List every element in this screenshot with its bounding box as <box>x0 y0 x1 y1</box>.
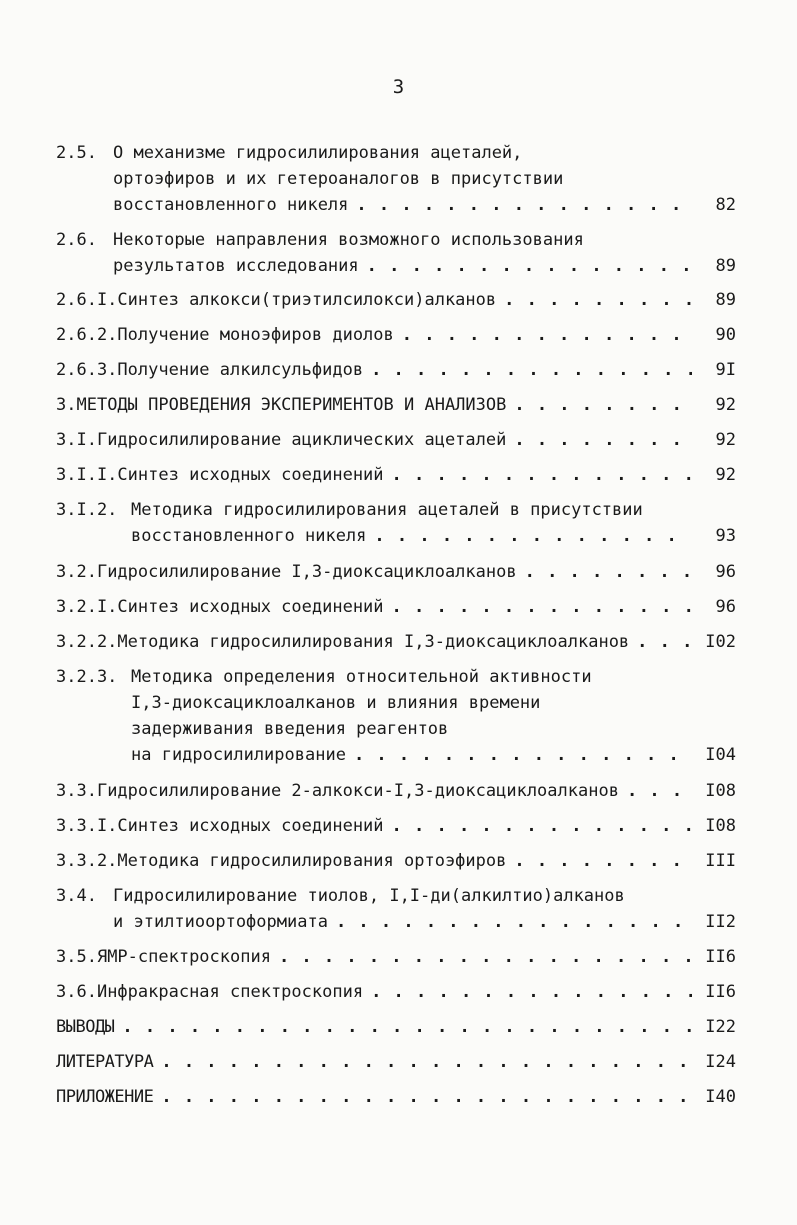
toc-entry-number: 3. <box>56 395 77 415</box>
toc-entry-title: Гидросилилирование I,3-диоксациклоалканов <box>96 562 517 582</box>
toc-entry-title: Гидросилилирование тиолов, I,I-ди(алкилтио)алканов <box>113 886 625 906</box>
toc-entry <box>56 1014 736 1040</box>
toc-entry-title: Методика гидросилилирования ацеталей в присутствии <box>131 500 643 520</box>
toc-entry-number: 3.5. <box>56 947 97 967</box>
toc-entry-number: 3.4. <box>56 886 97 906</box>
toc-entry <box>56 227 736 279</box>
toc-entry-number: 2.5. <box>56 143 97 163</box>
toc-entry-title: и этилтиоортоформиата <box>113 912 328 932</box>
dot-leader <box>336 909 692 935</box>
toc-entry-title: задерживания введения реагентов <box>131 719 449 739</box>
dot-leader <box>514 848 692 874</box>
toc-entry-title: Синтез алкокси(триэтилсилокси)алканов <box>117 290 497 310</box>
toc-page-number: II2 <box>705 912 736 932</box>
toc-entry-number: 3.3.I. <box>56 816 118 836</box>
toc-entry-title: Методика гидросилилирования ортоэфиров <box>117 851 507 871</box>
toc-entry-number: 3.2.2. <box>56 632 118 652</box>
toc-page-number: 89 <box>715 256 736 276</box>
toc-entry-number: 3.6. <box>56 982 97 1002</box>
toc-entry <box>56 1084 736 1110</box>
dot-leader <box>279 944 692 970</box>
toc-entry-title: Методика гидросилилирования I,3-диоксациклоалканов <box>117 632 630 652</box>
dot-leader <box>525 559 692 585</box>
toc-page-number: 9I <box>715 360 736 380</box>
toc-page-number: III <box>705 851 736 871</box>
toc-page-number: I24 <box>705 1052 736 1072</box>
dot-leader <box>514 392 692 418</box>
toc-entry-title: на гидросилилирование <box>131 745 346 765</box>
dot-leader <box>122 1014 692 1040</box>
toc-page-number: II6 <box>705 947 736 967</box>
toc-page-number: 89 <box>715 290 736 310</box>
dot-leader <box>371 979 692 1005</box>
toc-entry-title: МЕТОДЫ ПРОВЕДЕНИЯ ЭКСПЕРИМЕНТОВ И АНАЛИЗОВ <box>76 395 507 415</box>
dot-leader <box>367 253 692 279</box>
toc-page-number: I08 <box>705 781 736 801</box>
dot-leader <box>627 778 692 804</box>
toc-entry-title: ЛИТЕРАТУРА <box>56 1052 154 1072</box>
toc-page-number: 82 <box>715 195 736 215</box>
toc-entry <box>56 357 736 383</box>
toc-entry-number: 3.2.I. <box>56 597 118 617</box>
toc-page-number: 96 <box>715 597 736 617</box>
toc-entry-title: О механизме гидросилилирования ацеталей, <box>113 143 523 163</box>
toc-entry-number: 3.3. <box>56 781 97 801</box>
toc-entry-title: результатов исследования <box>113 256 359 276</box>
dot-leader <box>356 192 692 218</box>
toc-entry-title: ЯМР-спектроскопия <box>96 947 271 967</box>
toc-entry-title: Синтез исходных соединений <box>117 597 384 617</box>
dot-leader <box>392 813 692 839</box>
dot-leader <box>392 462 692 488</box>
dot-leader <box>161 1084 692 1110</box>
toc-entry <box>56 322 736 348</box>
toc-entry-number: 3.2.3. <box>56 667 118 687</box>
toc-entry-title: ортоэфиров и их гетероаналогов в присутствии <box>113 169 564 189</box>
toc-entry <box>56 664 736 768</box>
page-number: 3 <box>392 76 405 98</box>
toc-entry-title: Гидросилилирование 2-алкокси-I,3-диоксациклоалканов <box>96 781 619 801</box>
toc-entry <box>56 140 736 218</box>
toc-entry-title: Некоторые направления возможного использования <box>113 230 584 250</box>
toc-entry <box>56 1049 736 1075</box>
toc-entry-title: Синтез исходных соединений <box>117 465 384 485</box>
dot-leader <box>354 742 692 768</box>
toc-entry <box>56 883 736 935</box>
toc-entry-number: 2.6.I. <box>56 290 118 310</box>
toc-page-number: I22 <box>705 1017 736 1037</box>
dot-leader <box>371 357 692 383</box>
toc-entry-number: 3.2. <box>56 562 97 582</box>
dot-leader <box>392 594 692 620</box>
toc-page-number: I40 <box>705 1087 736 1107</box>
toc-entry <box>56 813 736 839</box>
dot-leader <box>161 1049 692 1075</box>
toc-entry <box>56 287 736 313</box>
toc-entry-title: Получение алкилсульфидов <box>117 360 364 380</box>
toc-entry-number: 2.6.3. <box>56 360 118 380</box>
toc-entry-title: Гидросилилирование ациклических ацеталей <box>96 430 507 450</box>
toc-page-number: 92 <box>715 465 736 485</box>
toc-page-number: 96 <box>715 562 736 582</box>
toc-entry-number: 3.I.I. <box>56 465 118 485</box>
toc-entry <box>56 594 736 620</box>
toc-page-number: 93 <box>715 526 736 546</box>
toc-entry-title: Методика определения относительной активности <box>131 667 592 687</box>
toc-page-number: 90 <box>715 325 736 345</box>
toc-entry <box>56 559 736 585</box>
dot-leader <box>504 287 692 313</box>
toc-entry-title: Инфракрасная спектроскопия <box>96 982 364 1002</box>
toc-entry-title: Получение моноэфиров диолов <box>117 325 394 345</box>
toc-page-number: 92 <box>715 430 736 450</box>
toc-entry-title: ВЫВОДЫ <box>56 1017 115 1037</box>
toc-entry <box>56 497 736 549</box>
toc-entry <box>56 392 736 418</box>
toc-entry-number: 3.I.2. <box>56 500 118 520</box>
toc-entry-number: 3.3.2. <box>56 851 118 871</box>
dot-leader <box>374 523 692 549</box>
toc-entry <box>56 778 736 804</box>
toc-entry-title: Синтез исходных соединений <box>117 816 384 836</box>
toc-page-number: I08 <box>705 816 736 836</box>
toc-page-number: I02 <box>705 632 736 652</box>
toc-entry <box>56 848 736 874</box>
dot-leader <box>402 322 692 348</box>
toc-entry <box>56 944 736 970</box>
toc-entry-title: восстановленного никеля <box>131 526 367 546</box>
toc-entry <box>56 629 736 655</box>
dot-leader <box>514 427 692 453</box>
toc-entry <box>56 427 736 453</box>
toc-entry <box>56 462 736 488</box>
toc-page-number: II6 <box>705 982 736 1002</box>
toc-entry-title: ПРИЛОЖЕНИЕ <box>56 1087 154 1107</box>
toc-entry-number: 2.6. <box>56 230 97 250</box>
toc-entry-number: 2.6.2. <box>56 325 118 345</box>
toc-entry-title: I,3-диоксациклоалканов и влияния времени <box>131 693 541 713</box>
toc-entry-title: восстановленного никеля <box>113 195 349 215</box>
dot-leader <box>637 629 692 655</box>
toc-page-number: 92 <box>715 395 736 415</box>
toc-page-number: I04 <box>705 745 736 765</box>
toc-entry <box>56 979 736 1005</box>
toc-entry-number: 3.I. <box>56 430 97 450</box>
